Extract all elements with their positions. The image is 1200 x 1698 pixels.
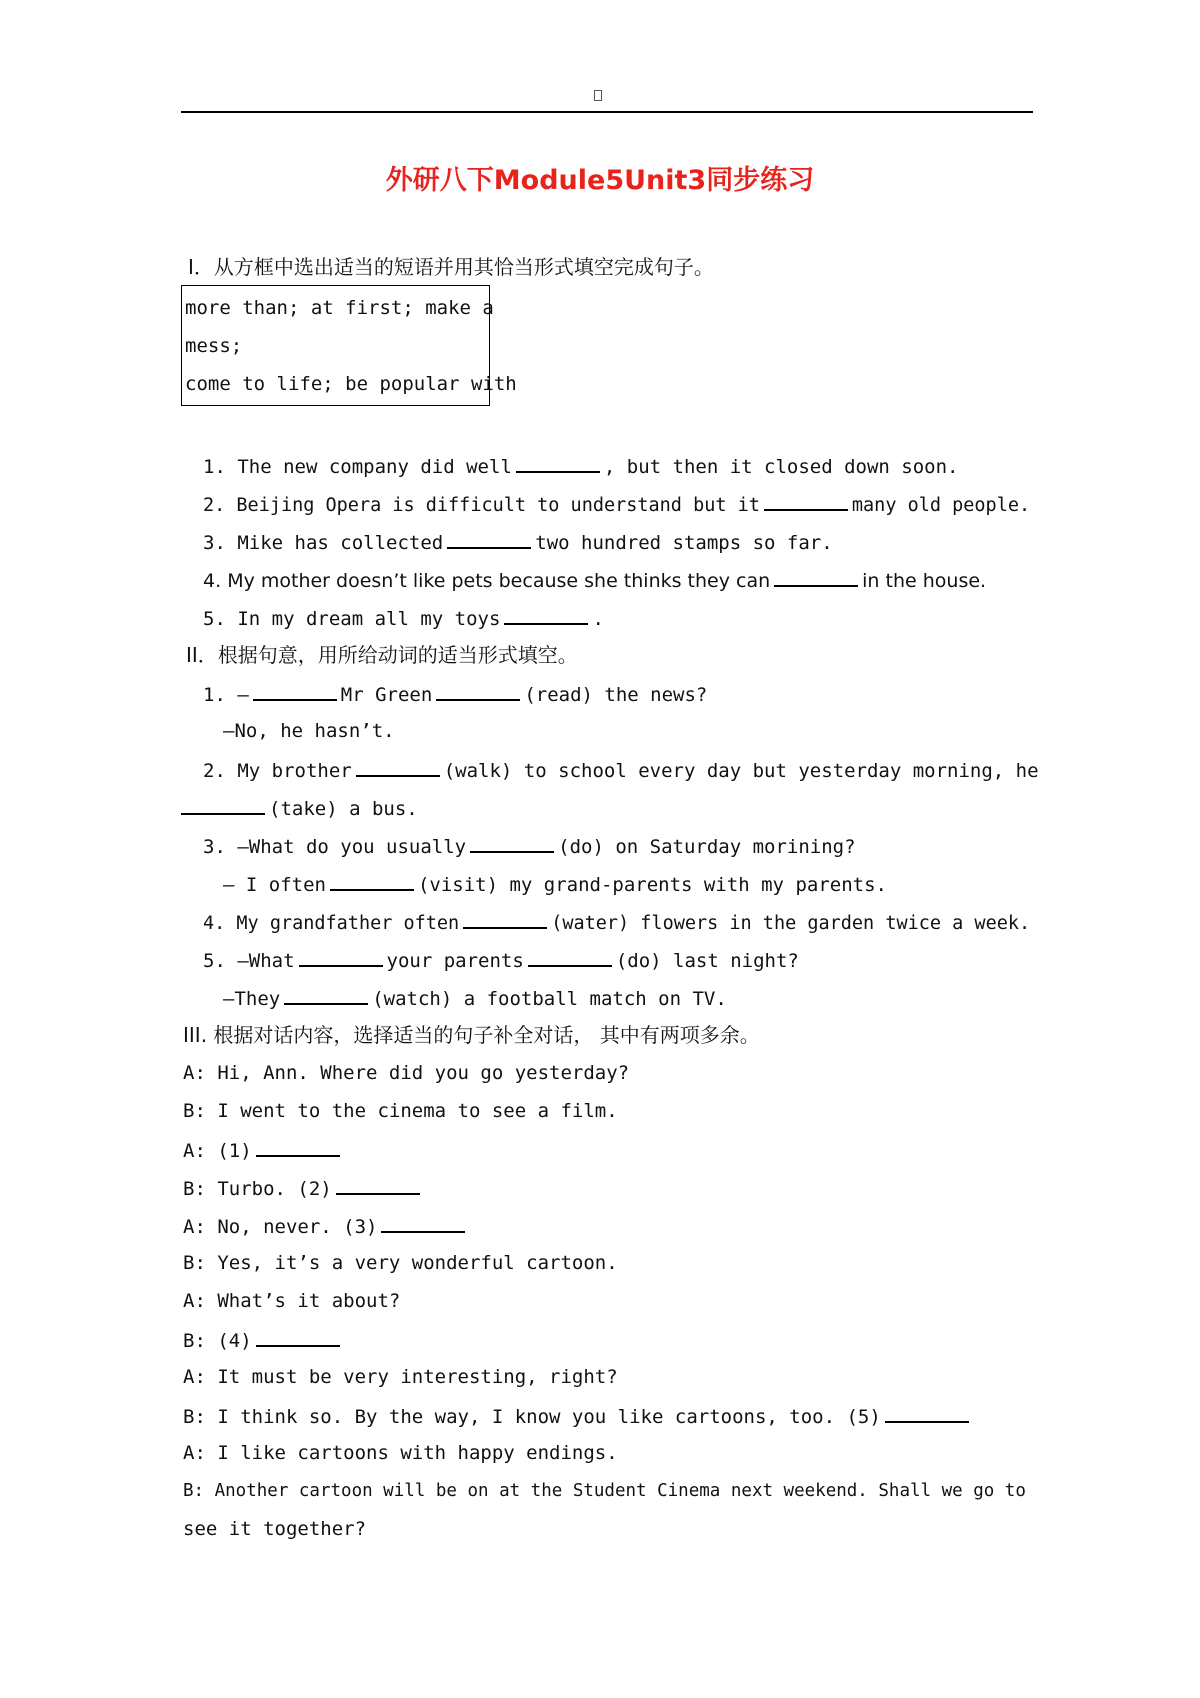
dialogue-line-4 (183, 1175, 424, 1201)
answer-blank[interactable] (774, 567, 858, 587)
question-text: My brother (237, 760, 352, 782)
question-text: (do) last night? (615, 950, 799, 972)
question-text: (do) on Saturday morining? (558, 836, 856, 858)
question-text: — (237, 684, 249, 706)
dialogue-line-10 (183, 1403, 973, 1429)
dialogue-text: A: (1) (183, 1140, 252, 1162)
phrase-box-line-2: mess; (185, 335, 243, 357)
question-number: 2. (203, 495, 226, 516)
question-text: (visit) my grand-parents with my parents. (417, 874, 887, 896)
question-number: 4. (203, 913, 226, 934)
question-number: 4. (203, 570, 222, 592)
question-text: The new company did well (237, 456, 512, 478)
answer-blank[interactable] (253, 681, 337, 701)
dialogue-text: B: I think so. By the way, I know you like cartoons, too. (5) (183, 1406, 881, 1428)
dialogue-text: B: Turbo. (2) (183, 1178, 332, 1200)
question-text: (take) a bus. (269, 798, 418, 820)
s2-question-2 (203, 757, 1039, 783)
answer-blank[interactable] (299, 947, 383, 967)
s2-question-3-reply (223, 871, 887, 897)
section1-heading: I．从方框中选出适当的短语并用其恰当形式填空完成句子。 (188, 255, 714, 279)
question-number: 1. (203, 684, 226, 706)
answer-blank[interactable] (330, 871, 414, 891)
dialogue-line-3 (183, 1137, 344, 1163)
question-text: My grandfather often (236, 913, 460, 934)
question-number: 1. (203, 456, 226, 478)
answer-blank[interactable] (463, 909, 547, 929)
question-text: —They (223, 988, 281, 1010)
answer-blank[interactable] (256, 1137, 340, 1157)
s2-question-5 (203, 947, 799, 973)
answer-blank[interactable] (447, 529, 531, 549)
answer-blank[interactable] (181, 795, 265, 815)
dialogue-line-11: A: I like cartoons with happy endings. (183, 1442, 618, 1464)
dialogue-line-8 (183, 1327, 344, 1353)
answer-blank[interactable] (470, 833, 554, 853)
answer-blank[interactable] (504, 605, 588, 625)
question-number: 5. (203, 950, 226, 972)
s1-question-1 (203, 453, 959, 479)
s2-question-2-cont (181, 795, 418, 821)
dialogue-line-6: B: Yes, it’s a very wonderful cartoon. (183, 1252, 618, 1274)
phrase-box-line-1: more than; at first; make a (185, 297, 494, 319)
question-text: two hundred stamps so far. (535, 532, 833, 554)
question-text: In my dream all my toys (237, 608, 501, 630)
s2-question-1-reply: —No, he hasn’t. (223, 720, 395, 742)
dialogue-line-2: B: I went to the cinema to see a film. (183, 1100, 618, 1122)
question-text: Mr Green (340, 684, 433, 706)
phrase-box-line-3: come to life; be popular with (185, 373, 517, 395)
dialogue-line-1: A: Hi, Ann. Where did you go yesterday? (183, 1062, 630, 1084)
question-text: many old people. (851, 495, 1031, 516)
answer-blank[interactable] (885, 1403, 969, 1423)
question-text: Mike has collected (237, 532, 444, 554)
answer-blank[interactable] (764, 491, 848, 511)
question-text: (walk) to school every day but yesterday morning, he (443, 760, 1039, 782)
answer-blank[interactable] (436, 681, 520, 701)
s2-question-4 (203, 909, 1030, 936)
dialogue-line-13: see it together? (183, 1518, 367, 1540)
answer-blank[interactable] (356, 757, 440, 777)
s2-question-3 (203, 833, 856, 859)
phrase-box (181, 285, 517, 406)
question-text: your parents (386, 950, 524, 972)
question-text: —What do you usually (237, 836, 467, 858)
answer-blank[interactable] (381, 1213, 465, 1233)
question-text: (watch) a football match on TV. (372, 988, 727, 1010)
question-number: 5. (203, 608, 226, 630)
question-number: 3. (203, 532, 226, 554)
question-number: 2. (203, 760, 226, 782)
s1-question-2 (203, 491, 1030, 518)
s2-question-1 (203, 681, 707, 707)
question-text: , but then it closed down soon. (603, 456, 959, 478)
answer-blank[interactable] (336, 1175, 420, 1195)
section3-heading: III. 根据对话内容，选择适当的句子补全对话， 其中有两项多余。 (183, 1023, 760, 1047)
question-text: —What (237, 950, 295, 972)
answer-blank[interactable] (256, 1327, 340, 1347)
dialogue-line-5 (183, 1213, 469, 1239)
header-mark (594, 90, 602, 101)
answer-blank[interactable] (528, 947, 612, 967)
page-title: 外研八下Module5Unit3同步练习 (385, 165, 815, 196)
s1-question-4 (203, 567, 986, 593)
question-number: 3. (203, 836, 226, 858)
question-text: (read) the news? (524, 684, 708, 706)
dialogue-line-7: A: What’s it about? (183, 1290, 401, 1312)
s2-question-5-reply (223, 985, 727, 1011)
question-text: My mother doesn’t like pets because she thinks they can (227, 570, 771, 592)
dialogue-text: B: (4) (183, 1330, 252, 1352)
s1-question-3 (203, 529, 833, 555)
question-text: (water) flowers in the garden twice a week. (551, 913, 1031, 934)
question-text: Beijing Opera is difficult to understand but it (236, 495, 760, 516)
dialogue-line-9: A: It must be very interesting, right? (183, 1366, 618, 1388)
answer-blank[interactable] (284, 985, 368, 1005)
dialogue-line-12: B: Another cartoon will be on at the Student Cinema next weekend. Shall we go to (183, 1481, 1026, 1501)
question-text: . (592, 608, 604, 630)
question-text: — I often (223, 874, 326, 896)
header-rule (181, 111, 1033, 113)
dialogue-text: A: No, never. (3) (183, 1216, 378, 1238)
answer-blank[interactable] (516, 453, 600, 473)
section2-heading: II．根据句意，用所给动词的适当形式填空。 (186, 643, 578, 667)
question-text: in the house. (862, 570, 987, 592)
s1-question-5 (203, 605, 604, 631)
